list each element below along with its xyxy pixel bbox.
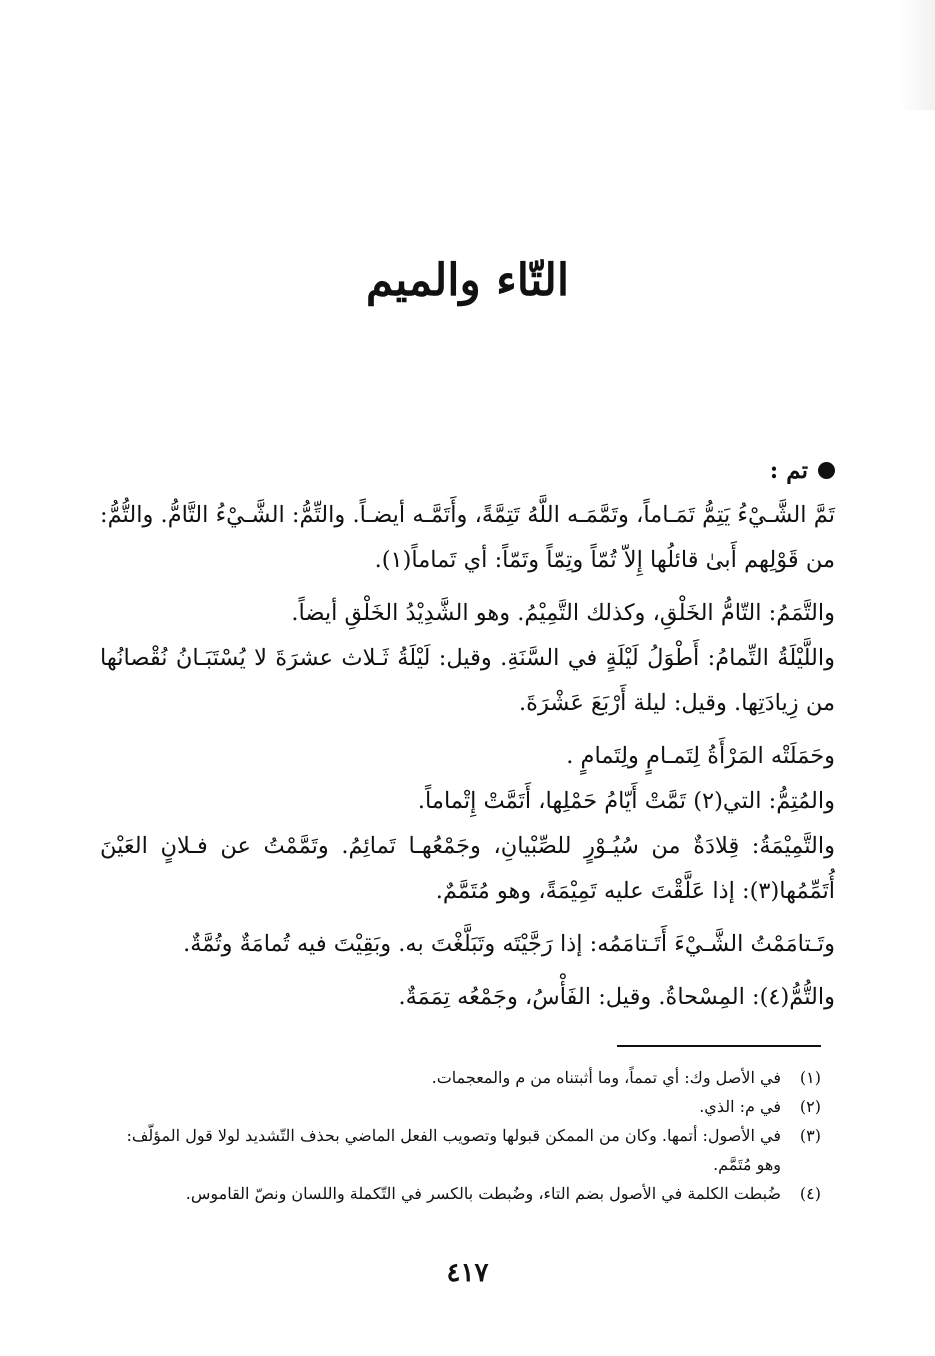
footnote-text: في م: الذي. — [699, 1097, 781, 1116]
entry-paragraph: والمُتِمُّ: التي(٢) تَمَّتْ أَيّامُ حَمْلِها، أَتَمَّتْ إِتْماماً. — [417, 788, 835, 814]
entry-paragraph: والتَّمَمُ: التّامُّ الخَلْقِ، وكذلك التَّمِيْمُ. وهو الشَّدِيْدُ الخَلْقِ أيضاً. — [291, 600, 835, 626]
dictionary-entry — [100, 448, 835, 1020]
footnote — [113, 1092, 821, 1121]
entry-paragraph: وحَمَلَتْه المَرْأَةُ لِتَمـامٍ ولِتَمامٍ . — [566, 743, 835, 769]
bullet-icon — [818, 462, 835, 479]
footnote-number: (٣) — [799, 1126, 821, 1145]
headword: تم : — [769, 457, 808, 484]
footnote — [113, 1121, 821, 1179]
footnotes — [113, 1063, 821, 1208]
entry-paragraph: والتَّمِيْمَةُ: قِلادَةٌ من سُيُـوْرٍ للصِّبْيانِ، وجَمْعُهـا تَمائِمُ. وتَمَّمْتُ عن فـلانٍ العَيْنَ أُتَمِّمُها(٣): إذا عَلَّقْتَ عليه تَمِيْمَةً، وهو مُتَمَّمٌ. — [100, 833, 835, 904]
chapter-title: التّاء والميم — [365, 255, 570, 307]
footnote-number: (١) — [799, 1068, 821, 1087]
entry-paragraph: واللَّيْلَةُ التِّمامُ: أَطْوَلُ لَيْلَةٍ في السَّنَةِ. وقيل: لَيْلَةُ ثَـلاث عشرَةَ لا يُسْتَبَـانُ نُقْصانُها من زِيادَتِها. وقيل: ليلة أَرْبَعَ عَشْرَةَ. — [100, 645, 835, 716]
footnote-text: في الأصل وك: أي تمماً، وما أثبتناه من م والمعجمات. — [431, 1068, 781, 1087]
entry-paragraph: وتَـتامَمْتُ الشَّـيْءَ أَتَـتامَمُه: إذا رَجَّيْتَه وتَبَلَّغْتَ به. وبَقِيْتَ فيه تُمامَةٌ وتُمَّةٌ. — [183, 931, 835, 957]
scan-edge-shadow — [899, 0, 935, 110]
footnote-divider — [617, 1045, 821, 1047]
headword-line — [100, 448, 835, 493]
footnote — [113, 1063, 821, 1092]
page-number: ٤١٧ — [446, 1258, 489, 1288]
footnote-text: في الأصول: أتمها. وكان من الممكن قبولها وتصويب الفعل الماضي بحذف التّشديد لولا قول المؤلّف: وهو مُتَمَّم. — [126, 1126, 781, 1174]
footnote — [113, 1179, 821, 1208]
footnote-number: (٤) — [799, 1184, 821, 1203]
footnote-text: ضُبطت الكلمة في الأصول بضم التاء، وضُبطت بالكسر في التّكملة واللسان ونصّ القاموس. — [185, 1184, 781, 1203]
footnote-number: (٢) — [799, 1097, 821, 1116]
entry-paragraph: تَمَّ الشَّـيْءُ يَتِمُّ تَمَـاماً، وتَمَّمَـه اللَّهُ تَتِمَّةً، وأَتَمَّـه أيضـاً. والتِّمُّ: الشَّـيْءُ التَّامُّ. والتُّمُّ: من قَوْلِهم أَبىٰ قائلُها إِلاّ تُمّاً وتِمّاً وتَمّاً: أي تَماماً(١). — [100, 502, 835, 573]
entry-paragraph: والتُّمُّ(٤): المِسْحاةُ. وقيل: الفَأْسُ، وجَمْعُه تِمَمَةٌ. — [398, 984, 835, 1010]
